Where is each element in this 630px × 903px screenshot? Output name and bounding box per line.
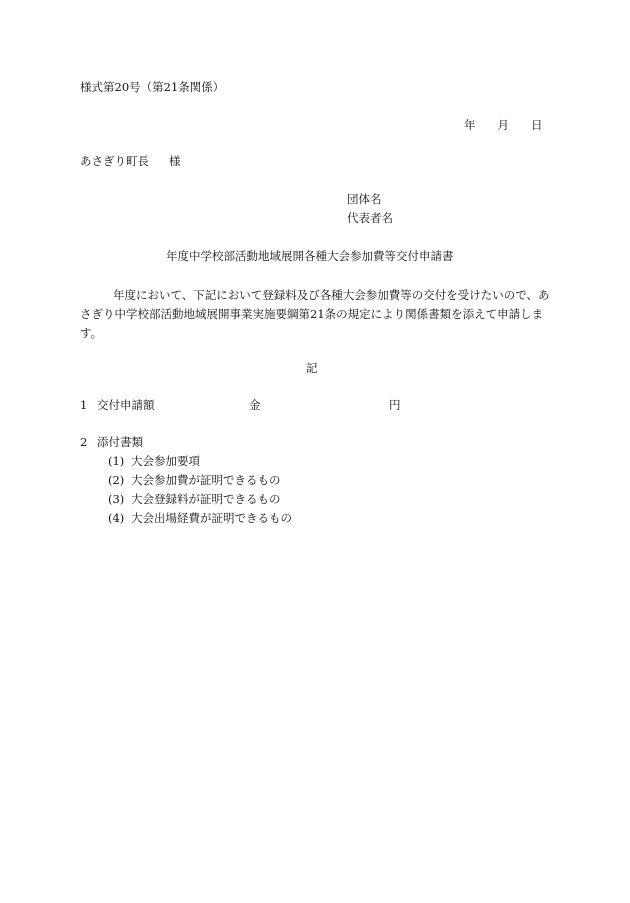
addressee — [80, 156, 181, 168]
attachment-number: (3) — [108, 492, 125, 506]
attachment-item — [108, 475, 281, 487]
attachment-number: (4) — [108, 511, 125, 525]
date-line — [464, 120, 543, 132]
date-month: 月 — [497, 118, 509, 132]
attachment-item — [108, 456, 200, 468]
representative-name-label: 代表者名 — [347, 211, 393, 225]
attachment-number: (1) — [108, 454, 125, 468]
date-year: 年 — [464, 118, 476, 132]
attachment-text: 大会参加要項 — [131, 454, 200, 468]
addressee-honorific: 様 — [169, 154, 181, 168]
item-2 — [80, 437, 143, 449]
attachment-text: 大会参加費が証明できるもの — [131, 473, 281, 487]
item-1-label: 交付申請額 — [97, 398, 155, 412]
org-name-label: 団体名 — [347, 192, 382, 206]
item-1 — [80, 400, 155, 412]
attachment-number: (2) — [108, 473, 125, 487]
attachment-item — [108, 513, 292, 525]
attachment-text: 大会登録料が証明できるもの — [131, 492, 281, 506]
item-1-number: 1 — [80, 398, 88, 412]
item-1-yen: 円 — [389, 398, 401, 412]
addressee-name: あさぎり町長 — [80, 154, 149, 168]
body-paragraph — [80, 286, 550, 343]
date-day: 日 — [531, 118, 543, 132]
attachment-item — [108, 494, 281, 506]
item-2-label: 添付書類 — [97, 435, 143, 449]
item-2-number: 2 — [80, 435, 88, 449]
body-text: 年度において、下記において登録料及び各種大会参加費等の交付を受けたいので、あさぎり中学校部活動地域展開事業実施要綱第21条の規定により関係書類を添えて申請します。 — [80, 288, 550, 340]
document-title: 年度中学校部活動地域展開各種大会参加費等交付申請書 — [166, 249, 454, 263]
attachment-text: 大会出場経費が証明できるもの — [131, 511, 292, 525]
ki-heading: 記 — [306, 361, 318, 375]
item-1-kin: 金 — [249, 398, 261, 412]
form-number: 様式第20号（第21条関係） — [80, 80, 225, 94]
